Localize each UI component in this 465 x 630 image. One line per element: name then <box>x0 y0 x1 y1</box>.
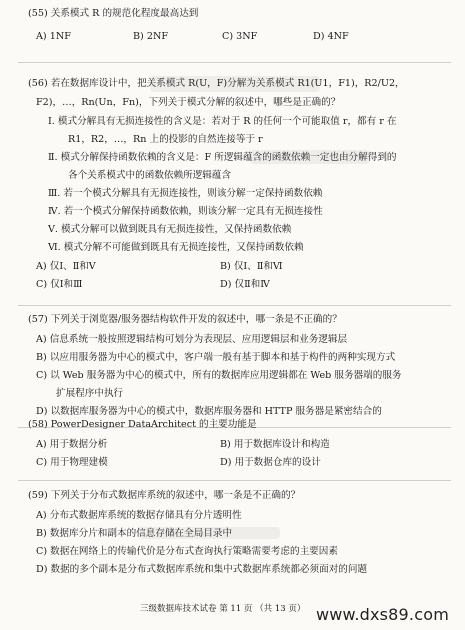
question-58-option-d: D) 用于数据仓库的设计 <box>220 457 321 468</box>
scan-smudge <box>140 527 280 539</box>
question-59-option-c: C) 数据在网络上的传输代价是分布式查询执行策略需要考虑的主要因素 <box>36 546 338 557</box>
question-55-option-d: D) 4NF <box>313 31 349 42</box>
question-57-option-c-continued: 扩展程序中执行 <box>56 388 124 399</box>
question-56-option-d: D) 仅Ⅱ和Ⅳ <box>220 279 270 290</box>
question-56-item: Ⅲ. 若一个模式分解具有无损连接性，则该分解一定保持函数依赖 <box>48 188 323 199</box>
divider <box>18 305 451 306</box>
question-58-option-c: C) 用于物理建模 <box>36 457 108 468</box>
question-56-stem-line-1: (56) 若在数据库设计中，把关系模式 R(U，F)分解为关系模式 R1(U1，F1)，R2/U2， <box>28 78 405 89</box>
question-56-option-b: B) 仅Ⅰ、Ⅱ和Ⅵ <box>220 261 283 272</box>
question-56-item: Ⅵ. 模式分解不可能做到既具有无损连接性，又保持函数依赖 <box>48 242 304 253</box>
divider <box>18 480 451 481</box>
question-55-option-a: A) 1NF <box>36 31 71 42</box>
divider <box>18 62 451 63</box>
question-57-option-b: B) 以应用服务器为中心的模式中，客户端一般有基于脚本和基于构件的两种实现方式 <box>36 352 396 363</box>
scan-smudge <box>250 150 370 164</box>
scan-smudge <box>150 76 320 92</box>
question-58-stem: (58) PowerDesigner DataArchitect 的主要功能是 <box>28 419 257 430</box>
question-56-item: Ⅰ. 模式分解具有无损连接性的含义是：若对于 R 的任何一个可能取值 r，都有 r 在 <box>48 116 397 127</box>
question-55-option-b: B) 2NF <box>133 31 168 42</box>
question-56-item: Ⅴ. 模式分解可以做到既具有无损连接性，又保持函数依赖 <box>48 224 292 235</box>
question-57-option-c: C) 以 Web 服务器为中心的模式中，所有的数据库应用逻辑都在 Web 服务器端的服务 <box>36 370 402 381</box>
question-56-item-continued: 各个关系模式中的函数依赖所逻辑蕴含 <box>68 170 232 181</box>
question-55-stem: (55) 关系模式 R 的规范化程度最高达到 <box>28 8 199 19</box>
question-59-stem: (59) 下列关于分布式数据库系统的叙述中，哪一条是不正确的？ <box>28 490 301 501</box>
question-59-option-a: A) 分布式数据库系统的数据存储具有分片透明性 <box>36 510 242 521</box>
question-57-option-a: A) 信息系统一般按照逻辑结构可划分为表现层、应用逻辑层和业务逻辑层 <box>36 334 348 345</box>
site-watermark: www.dxs89.com <box>315 605 449 624</box>
question-56-item: Ⅱ. 模式分解保持函数依赖的含义是：F 所逻辑蕴含的函数依赖一定也由分解得到的 <box>48 152 397 163</box>
question-56-option-a: A) 仅Ⅰ、Ⅱ和Ⅴ <box>36 261 96 272</box>
question-56-stem-line-2: F2)，…，Rn(Un，Fn)，下列关于模式分解的叙述中，哪些是正确的？ <box>36 97 341 108</box>
question-57-stem: (57) 下列关于浏览器/服务器结构软件开发的叙述中，哪一条是不正确的？ <box>28 314 342 325</box>
question-57-option-d: D) 以数据库服务器为中心的模式中，数据库服务器和 HTTP 服务器是紧密结合的 <box>36 406 382 417</box>
question-56-item-continued: R1，R2，…，Rn 上的投影的自然连接等于 r <box>68 134 263 145</box>
question-59-option-d: D) 数据的多个副本是分布式数据库系统和集中式数据库系统都必须面对的问题 <box>36 564 368 575</box>
question-59-option-b: B) 数据库分片和副本的信息存储在全局目录中 <box>36 528 233 539</box>
question-56-item: Ⅳ. 若一个模式分解保持函数依赖，则该分解一定具有无损连接性 <box>48 206 323 217</box>
question-58-option-a: A) 用于数据分析 <box>36 439 108 450</box>
question-56-option-c: C) 仅Ⅰ和Ⅲ <box>36 279 83 290</box>
question-55-option-c: C) 3NF <box>222 31 258 42</box>
question-58-option-b: B) 用于数据库设计和构造 <box>220 439 330 450</box>
page-footer: 三级数据库技术试卷 第 11 页 （共 13 页） <box>140 604 306 614</box>
